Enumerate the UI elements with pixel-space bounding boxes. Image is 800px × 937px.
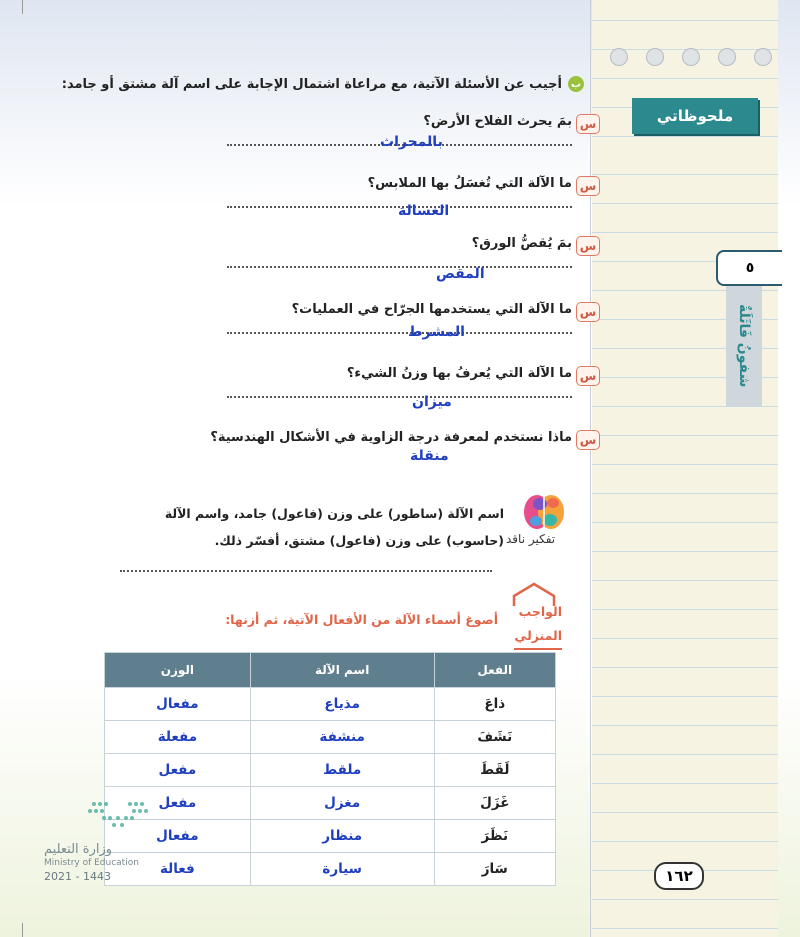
answer-text: ميزان — [412, 394, 452, 410]
question-text: ما الآلة التي يُعرفُ بها وزنُ الشيء؟ — [346, 366, 572, 381]
homework-instruction: أصوغ أسماء الآلة من الأفعال الآتية، ثم أزنها: — [225, 612, 498, 627]
answer-line — [227, 332, 572, 334]
tool-name-cell: ملقط — [250, 754, 434, 787]
answer-text: بالمحراث — [380, 134, 443, 150]
question-text: ما الآلة التي تُغسَلُ بها الملابس؟ — [367, 176, 572, 191]
question-text: بمَ يحرث الفلاح الأرض؟ — [423, 114, 572, 129]
binder-ring — [754, 48, 772, 66]
answer-text: منقلة — [410, 448, 449, 464]
unit-name: شفونُ فَاثَلَةٌ — [726, 286, 762, 406]
critical-thinking-label: تفكير ناقد — [506, 532, 556, 546]
verb-cell: غَزَلَ — [434, 787, 555, 820]
table-row — [105, 721, 556, 754]
col-header-verb: الفعل — [434, 653, 555, 688]
verb-cell: نَشَفَ — [434, 721, 555, 754]
question-text: بمَ يُقصُّ الورق؟ — [471, 236, 572, 251]
question-badge: س — [576, 302, 600, 322]
verb-cell: لَقَطَ — [434, 754, 555, 787]
answer-line — [227, 396, 572, 398]
binder-ring — [718, 48, 736, 66]
pattern-cell: مفعلة — [105, 721, 251, 754]
answer-text: الغسالة — [398, 203, 450, 219]
question-item — [172, 366, 597, 383]
section-badge: ب — [568, 76, 584, 92]
question-badge: س — [576, 430, 600, 450]
verb-cell: نَظَرَ — [434, 820, 555, 853]
crop-mark — [22, 0, 23, 14]
binder-ring — [610, 48, 628, 66]
tool-name-cell: مغزل — [250, 787, 434, 820]
ministry-arabic: وزارة التعليم — [44, 842, 113, 857]
table-header-row — [105, 653, 556, 688]
question-badge: س — [576, 366, 600, 386]
binder-ring — [646, 48, 664, 66]
question-item — [172, 430, 597, 447]
notes-title: ملحوظاتي — [632, 98, 758, 134]
unit-number: ٥ — [716, 250, 782, 286]
answer-text: المشرط — [408, 324, 465, 340]
question-item — [172, 236, 597, 253]
brain-icon — [522, 492, 566, 532]
crop-mark — [22, 923, 23, 937]
critical-thinking-text: اسم الآلة (ساطور) على وزن (فاعول) جامد، واسم الآلة (حاسوب) على وزن (فاعول) مشتق، أفسّر ذلك. — [164, 506, 504, 548]
ministry-year: 2021 - 1443 — [44, 870, 111, 883]
question-item — [172, 114, 597, 131]
ministry-logo-icon — [44, 798, 184, 834]
pattern-cell: فعالة — [105, 853, 251, 886]
tool-name-cell: مذياع — [250, 688, 434, 721]
question-text: ماذا نستخدم لمعرفة درجة الزاوية في الأشكال الهندسية؟ — [210, 430, 572, 445]
question-text: ما الآلة التي يستخدمها الجرّاح في العمليات؟ — [291, 302, 572, 317]
homework-label — [506, 600, 562, 650]
question-badge: س — [576, 236, 600, 256]
answer-line — [120, 570, 492, 572]
notes-panel — [592, 0, 778, 937]
page-number: ١٦٢ — [654, 862, 704, 890]
answer-text: المقص — [436, 266, 485, 282]
table-row — [105, 754, 556, 787]
question-badge: س — [576, 114, 600, 134]
table-row — [105, 853, 556, 886]
homework-table — [104, 652, 556, 886]
answer-line — [227, 266, 572, 268]
pattern-cell: مفعل — [105, 754, 251, 787]
section-intro — [62, 76, 584, 92]
col-header-pattern: الوزن — [105, 653, 251, 688]
verb-cell: سَارَ — [434, 853, 555, 886]
question-item — [172, 176, 597, 193]
pattern-cell: مفعال — [105, 820, 251, 853]
pattern-cell: مفعال — [105, 688, 251, 721]
homework-label-line1: الواجب — [518, 604, 562, 619]
question-item — [172, 302, 597, 319]
intro-text: أجيب عن الأسئلة الآتية، مع مراعاة اشتمال الإجابة على اسم آلة مشتق أو جامد: — [61, 76, 562, 92]
col-header-tool-name: اسم الآلة — [250, 653, 434, 688]
verb-cell: ذاعَ — [434, 688, 555, 721]
binder-ring — [682, 48, 700, 66]
tool-name-cell: منظار — [250, 820, 434, 853]
homework-label-line2: المنزلي — [514, 624, 562, 650]
tool-name-cell: منشفة — [250, 721, 434, 754]
ministry-english: Ministry of Education — [44, 858, 139, 868]
question-badge: س — [576, 176, 600, 196]
tool-name-cell: سيارة — [250, 853, 434, 886]
table-row — [105, 688, 556, 721]
pattern-cell: مفعل — [105, 787, 251, 820]
